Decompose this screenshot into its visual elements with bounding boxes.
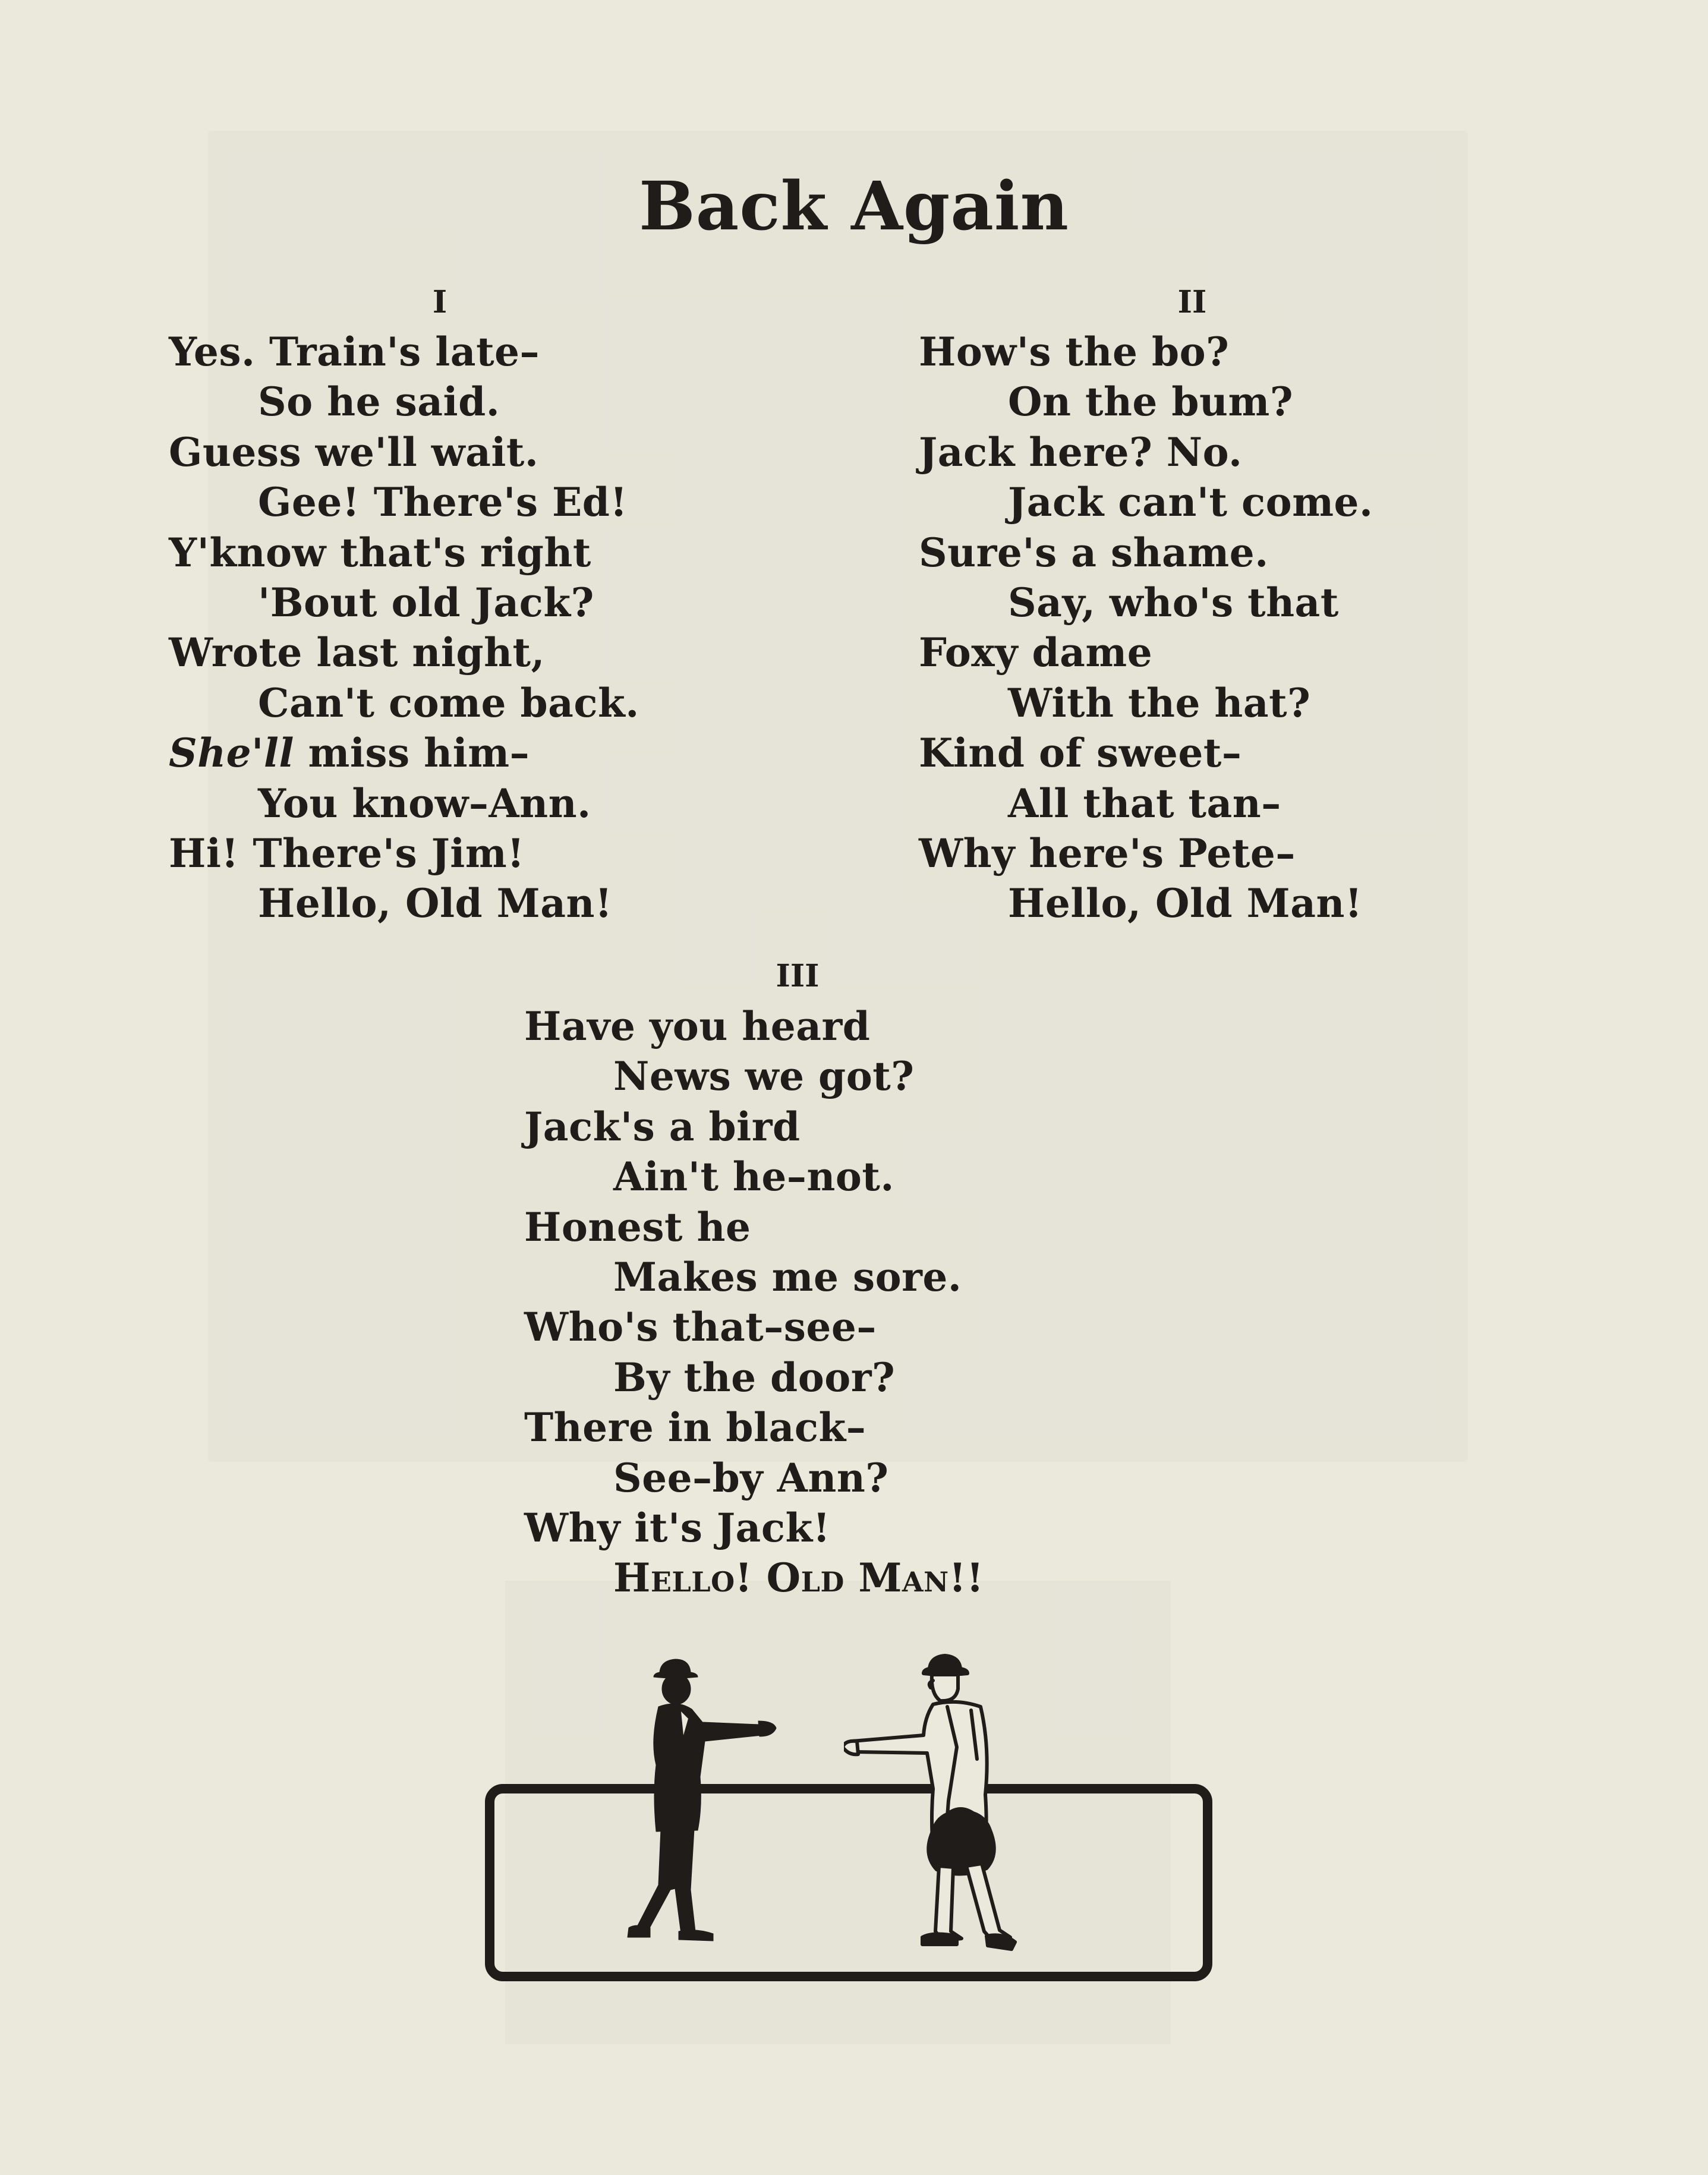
- poem-line: Foxy dame: [919, 629, 1153, 676]
- stanza-2-numeral: II: [1177, 284, 1207, 320]
- poem-line: Sure's a shame.: [919, 529, 1269, 576]
- poem-line: Who's that–see–: [524, 1304, 877, 1351]
- poem-line: Jack's a bird: [524, 1103, 801, 1150]
- poem-line: With the hat?: [1008, 679, 1311, 726]
- poem-line: Hello, Old Man!: [1008, 880, 1363, 927]
- poem-line: [524, 1553, 984, 1603]
- poem-line-rest: miss him–: [294, 730, 530, 777]
- poem-line: Have you heard: [524, 1003, 871, 1049]
- poem-line: Hi! There's Jim!: [169, 830, 525, 877]
- poem-line: Gee! There's Ed!: [258, 479, 628, 526]
- poem-line: Guess we'll wait.: [169, 428, 539, 475]
- poem-title: Back Again: [639, 168, 1069, 245]
- poem-line: Jack can't come.: [1008, 479, 1373, 526]
- stanza-3-numeral: III: [776, 958, 820, 994]
- poem-line: By the door?: [613, 1354, 896, 1401]
- poem-line: Why here's Pete–: [919, 830, 1296, 877]
- poem-line: There in black–: [524, 1404, 866, 1451]
- poem-line: News we got?: [613, 1053, 915, 1100]
- poem-line: 'Bout old Jack?: [258, 579, 594, 626]
- poem-line: Why it's Jack!: [524, 1504, 831, 1551]
- poem-line: Kind of sweet–: [919, 730, 1242, 777]
- poem-line: Ain't he–not.: [613, 1153, 894, 1200]
- poem-line: How's the bo?: [919, 329, 1230, 375]
- small-caps-line: Hello! Old Man!!: [613, 1555, 984, 1602]
- italic-word: She'll: [169, 730, 294, 777]
- poem-line: [169, 728, 639, 778]
- poem-line: Say, who's that: [1008, 579, 1339, 626]
- left-man-figure: [624, 1652, 779, 1973]
- stanza-1: [169, 327, 639, 929]
- poem-line: Hello, Old Man!: [258, 880, 613, 927]
- two-men-greeting-icon: [475, 1652, 1212, 1985]
- poem-line: Honest he: [524, 1203, 751, 1250]
- poem-line: On the bum?: [1008, 379, 1294, 425]
- poem-line: So he said.: [258, 379, 500, 425]
- poem-line: All that tan–: [1008, 780, 1281, 827]
- poem-line: See–by Ann?: [613, 1454, 889, 1501]
- poem-line: Wrote last night,: [169, 629, 546, 676]
- stanza-2: [919, 327, 1373, 929]
- poem-line: Makes me sore.: [613, 1253, 962, 1300]
- poem-line: Yes. Train's late–: [169, 329, 540, 375]
- poem-line: Can't come back.: [258, 679, 639, 726]
- poem-line: Y'know that's right: [169, 529, 591, 576]
- poem-line: Jack here? No.: [919, 428, 1243, 475]
- poem-line: You know–Ann.: [258, 780, 591, 827]
- stanza-3: [524, 1001, 984, 1603]
- stanza-1-numeral: I: [432, 284, 448, 320]
- right-man-figure: [844, 1652, 1046, 1973]
